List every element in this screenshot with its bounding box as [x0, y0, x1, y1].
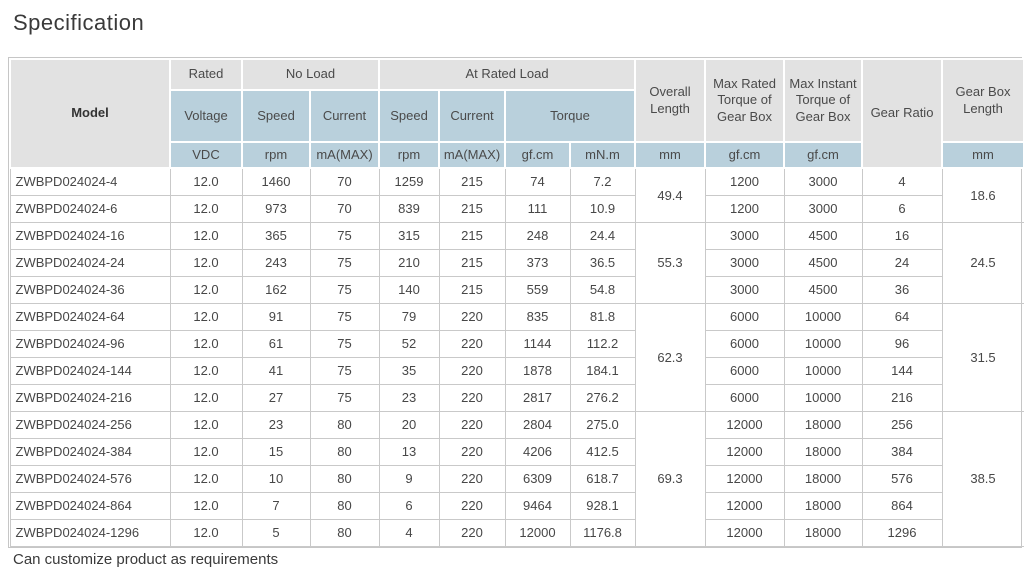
unit-vdc: VDC	[170, 142, 242, 168]
cell-voltage: 12.0	[170, 384, 242, 411]
model-cell: ZWBPD024024-64	[10, 303, 170, 330]
cell-torque-mnm: 276.2	[570, 384, 635, 411]
cell-max-rated: 6000	[705, 330, 784, 357]
cell-gear-ratio: 64	[862, 303, 942, 330]
cell-nl-current: 80	[310, 438, 379, 465]
col-header-model: Model	[10, 59, 170, 168]
cell-voltage: 12.0	[170, 195, 242, 222]
cell-torque-mnm: 81.8	[570, 303, 635, 330]
unit-gf-cm-max-rated: gf.cm	[705, 142, 784, 168]
cell-rl-current: 220	[439, 411, 505, 438]
cell-gear-ratio: 864	[862, 492, 942, 519]
cell-nl-current: 70	[310, 168, 379, 195]
cell-torque-mnm: 1176.8	[570, 519, 635, 546]
model-cell: ZWBPD024024-6	[10, 195, 170, 222]
cell-max-instant: 3000	[784, 168, 862, 195]
unit-mm-overall-length: mm	[635, 142, 705, 168]
cell-rl-speed: 140	[379, 276, 439, 303]
cell-voltage: 12.0	[170, 357, 242, 384]
unit-mm-gear-box-length: mm	[942, 142, 1024, 168]
spec-table-body	[10, 168, 1024, 546]
overall-length-cell: 49.4	[635, 168, 705, 222]
cell-torque-mnm: 184.1	[570, 357, 635, 384]
cell-rl-current: 220	[439, 357, 505, 384]
cell-gear-ratio: 96	[862, 330, 942, 357]
cell-max-instant: 18000	[784, 411, 862, 438]
cell-voltage: 12.0	[170, 276, 242, 303]
table-row	[10, 519, 1024, 546]
cell-rl-speed: 13	[379, 438, 439, 465]
table-row	[10, 276, 1024, 303]
cell-nl-speed: 23	[242, 411, 310, 438]
cell-nl-current: 80	[310, 411, 379, 438]
cell-max-instant: 4500	[784, 276, 862, 303]
cell-nl-speed: 10	[242, 465, 310, 492]
table-row	[10, 384, 1024, 411]
col-header-no-load-speed: Speed	[242, 90, 310, 142]
cell-nl-current: 75	[310, 384, 379, 411]
cell-nl-current: 75	[310, 276, 379, 303]
cell-nl-current: 80	[310, 519, 379, 546]
cell-max-instant: 4500	[784, 222, 862, 249]
cell-rl-current: 215	[439, 195, 505, 222]
cell-torque-mnm: 36.5	[570, 249, 635, 276]
cell-nl-current: 80	[310, 492, 379, 519]
col-header-no-load: No Load	[242, 59, 379, 90]
gear-box-length-cell: 31.5	[942, 303, 1024, 411]
model-cell: ZWBPD024024-256	[10, 411, 170, 438]
cell-torque-mnm: 54.8	[570, 276, 635, 303]
table-row	[10, 249, 1024, 276]
header-row-groups	[10, 59, 1024, 90]
col-header-max-instant-torque: Max Instant Torque of Gear Box	[784, 59, 862, 142]
col-header-max-rated-torque: Max Rated Torque of Gear Box	[705, 59, 784, 142]
cell-max-rated: 12000	[705, 492, 784, 519]
model-cell: ZWBPD024024-1296	[10, 519, 170, 546]
table-row	[10, 222, 1024, 249]
col-header-overall-length: Overall Length	[635, 59, 705, 142]
col-header-rated: Rated	[170, 59, 242, 90]
cell-gear-ratio: 24	[862, 249, 942, 276]
cell-gear-ratio: 36	[862, 276, 942, 303]
model-cell: ZWBPD024024-144	[10, 357, 170, 384]
cell-nl-current: 75	[310, 249, 379, 276]
unit-mn-m-torque: mN.m	[570, 142, 635, 168]
cell-torque-mnm: 412.5	[570, 438, 635, 465]
cell-nl-current: 75	[310, 357, 379, 384]
table-row	[10, 330, 1024, 357]
cell-rl-current: 220	[439, 303, 505, 330]
col-header-rated-current: Current	[439, 90, 505, 142]
cell-torque-gfcm: 835	[505, 303, 570, 330]
spec-table	[9, 58, 1024, 547]
cell-rl-speed: 35	[379, 357, 439, 384]
cell-gear-ratio: 576	[862, 465, 942, 492]
cell-voltage: 12.0	[170, 519, 242, 546]
cell-nl-current: 80	[310, 465, 379, 492]
overall-length-cell: 55.3	[635, 222, 705, 303]
col-header-gear-ratio: Gear Ratio	[862, 59, 942, 168]
spec-table-wrapper	[8, 57, 1022, 548]
footnote: Can customize product as requirements	[13, 551, 279, 568]
col-header-at-rated-load: At Rated Load	[379, 59, 635, 90]
cell-torque-gfcm: 373	[505, 249, 570, 276]
cell-nl-speed: 162	[242, 276, 310, 303]
cell-voltage: 12.0	[170, 222, 242, 249]
cell-torque-gfcm: 1878	[505, 357, 570, 384]
cell-torque-gfcm: 2804	[505, 411, 570, 438]
cell-torque-mnm: 7.2	[570, 168, 635, 195]
cell-rl-current: 215	[439, 222, 505, 249]
cell-max-instant: 10000	[784, 330, 862, 357]
cell-torque-gfcm: 559	[505, 276, 570, 303]
cell-max-instant: 18000	[784, 465, 862, 492]
cell-max-rated: 12000	[705, 438, 784, 465]
cell-torque-gfcm: 111	[505, 195, 570, 222]
model-cell: ZWBPD024024-36	[10, 276, 170, 303]
cell-rl-speed: 1259	[379, 168, 439, 195]
table-row	[10, 411, 1024, 438]
cell-voltage: 12.0	[170, 465, 242, 492]
cell-max-instant: 10000	[784, 384, 862, 411]
cell-rl-speed: 4	[379, 519, 439, 546]
cell-torque-mnm: 10.9	[570, 195, 635, 222]
cell-max-rated: 3000	[705, 276, 784, 303]
cell-torque-mnm: 275.0	[570, 411, 635, 438]
model-cell: ZWBPD024024-16	[10, 222, 170, 249]
cell-rl-speed: 20	[379, 411, 439, 438]
cell-voltage: 12.0	[170, 303, 242, 330]
cell-gear-ratio: 4	[862, 168, 942, 195]
cell-torque-gfcm: 74	[505, 168, 570, 195]
cell-nl-current: 75	[310, 222, 379, 249]
cell-rl-current: 220	[439, 465, 505, 492]
cell-torque-mnm: 928.1	[570, 492, 635, 519]
table-row	[10, 303, 1024, 330]
cell-rl-speed: 79	[379, 303, 439, 330]
cell-gear-ratio: 256	[862, 411, 942, 438]
gear-box-length-cell: 38.5	[942, 411, 1024, 546]
cell-nl-speed: 243	[242, 249, 310, 276]
unit-ma-max-rated: mA(MAX)	[439, 142, 505, 168]
model-cell: ZWBPD024024-864	[10, 492, 170, 519]
cell-rl-speed: 52	[379, 330, 439, 357]
cell-torque-mnm: 24.4	[570, 222, 635, 249]
cell-torque-gfcm: 2817	[505, 384, 570, 411]
cell-gear-ratio: 216	[862, 384, 942, 411]
cell-rl-speed: 315	[379, 222, 439, 249]
cell-max-rated: 6000	[705, 357, 784, 384]
unit-rpm-no-load: rpm	[242, 142, 310, 168]
page-title: Specification	[13, 10, 145, 35]
cell-rl-current: 220	[439, 519, 505, 546]
cell-max-rated: 3000	[705, 249, 784, 276]
cell-rl-current: 215	[439, 249, 505, 276]
cell-max-instant: 18000	[784, 492, 862, 519]
cell-max-instant: 18000	[784, 519, 862, 546]
cell-nl-speed: 15	[242, 438, 310, 465]
overall-length-cell: 69.3	[635, 411, 705, 546]
table-row	[10, 465, 1024, 492]
cell-max-instant: 18000	[784, 438, 862, 465]
overall-length-cell: 62.3	[635, 303, 705, 411]
unit-ma-max-no-load: mA(MAX)	[310, 142, 379, 168]
cell-nl-speed: 27	[242, 384, 310, 411]
cell-max-rated: 12000	[705, 411, 784, 438]
cell-rl-current: 220	[439, 438, 505, 465]
cell-rl-current: 220	[439, 384, 505, 411]
cell-max-rated: 1200	[705, 195, 784, 222]
table-row	[10, 357, 1024, 384]
col-header-torque: Torque	[505, 90, 635, 142]
cell-nl-speed: 5	[242, 519, 310, 546]
cell-max-instant: 4500	[784, 249, 862, 276]
cell-max-rated: 3000	[705, 222, 784, 249]
cell-nl-current: 70	[310, 195, 379, 222]
cell-torque-gfcm: 248	[505, 222, 570, 249]
cell-max-instant: 10000	[784, 357, 862, 384]
cell-nl-speed: 365	[242, 222, 310, 249]
cell-nl-speed: 41	[242, 357, 310, 384]
cell-rl-current: 215	[439, 276, 505, 303]
spec-table-header	[10, 59, 1024, 168]
col-header-voltage: Voltage	[170, 90, 242, 142]
table-row	[10, 168, 1024, 195]
col-header-no-load-current: Current	[310, 90, 379, 142]
cell-nl-current: 75	[310, 303, 379, 330]
cell-nl-speed: 1460	[242, 168, 310, 195]
cell-nl-speed: 91	[242, 303, 310, 330]
cell-max-rated: 6000	[705, 303, 784, 330]
cell-voltage: 12.0	[170, 249, 242, 276]
model-cell: ZWBPD024024-96	[10, 330, 170, 357]
cell-max-instant: 3000	[784, 195, 862, 222]
cell-nl-speed: 973	[242, 195, 310, 222]
cell-gear-ratio: 1296	[862, 519, 942, 546]
table-row	[10, 438, 1024, 465]
cell-rl-current: 220	[439, 330, 505, 357]
cell-nl-current: 75	[310, 330, 379, 357]
cell-gear-ratio: 384	[862, 438, 942, 465]
cell-torque-gfcm: 1144	[505, 330, 570, 357]
model-cell: ZWBPD024024-216	[10, 384, 170, 411]
cell-voltage: 12.0	[170, 411, 242, 438]
cell-max-rated: 1200	[705, 168, 784, 195]
unit-gf-cm-max-instant: gf.cm	[784, 142, 862, 168]
cell-torque-mnm: 618.7	[570, 465, 635, 492]
model-cell: ZWBPD024024-24	[10, 249, 170, 276]
cell-voltage: 12.0	[170, 492, 242, 519]
cell-torque-gfcm: 9464	[505, 492, 570, 519]
cell-voltage: 12.0	[170, 330, 242, 357]
unit-rpm-rated: rpm	[379, 142, 439, 168]
cell-torque-gfcm: 12000	[505, 519, 570, 546]
cell-max-instant: 10000	[784, 303, 862, 330]
cell-rl-speed: 6	[379, 492, 439, 519]
cell-rl-speed: 9	[379, 465, 439, 492]
cell-max-rated: 12000	[705, 519, 784, 546]
cell-nl-speed: 7	[242, 492, 310, 519]
cell-torque-gfcm: 4206	[505, 438, 570, 465]
cell-rl-current: 215	[439, 168, 505, 195]
model-cell: ZWBPD024024-576	[10, 465, 170, 492]
cell-gear-ratio: 6	[862, 195, 942, 222]
cell-torque-gfcm: 6309	[505, 465, 570, 492]
cell-voltage: 12.0	[170, 438, 242, 465]
cell-torque-mnm: 112.2	[570, 330, 635, 357]
cell-gear-ratio: 16	[862, 222, 942, 249]
gear-box-length-cell: 24.5	[942, 222, 1024, 303]
table-row	[10, 492, 1024, 519]
cell-gear-ratio: 144	[862, 357, 942, 384]
cell-max-rated: 12000	[705, 465, 784, 492]
model-cell: ZWBPD024024-4	[10, 168, 170, 195]
cell-rl-speed: 210	[379, 249, 439, 276]
col-header-gear-box-length: Gear Box Length	[942, 59, 1024, 142]
col-header-rated-speed: Speed	[379, 90, 439, 142]
table-row	[10, 195, 1024, 222]
model-cell: ZWBPD024024-384	[10, 438, 170, 465]
cell-nl-speed: 61	[242, 330, 310, 357]
cell-max-rated: 6000	[705, 384, 784, 411]
cell-rl-current: 220	[439, 492, 505, 519]
unit-gf-cm-torque: gf.cm	[505, 142, 570, 168]
cell-voltage: 12.0	[170, 168, 242, 195]
cell-rl-speed: 23	[379, 384, 439, 411]
gear-box-length-cell: 18.6	[942, 168, 1024, 222]
cell-rl-speed: 839	[379, 195, 439, 222]
